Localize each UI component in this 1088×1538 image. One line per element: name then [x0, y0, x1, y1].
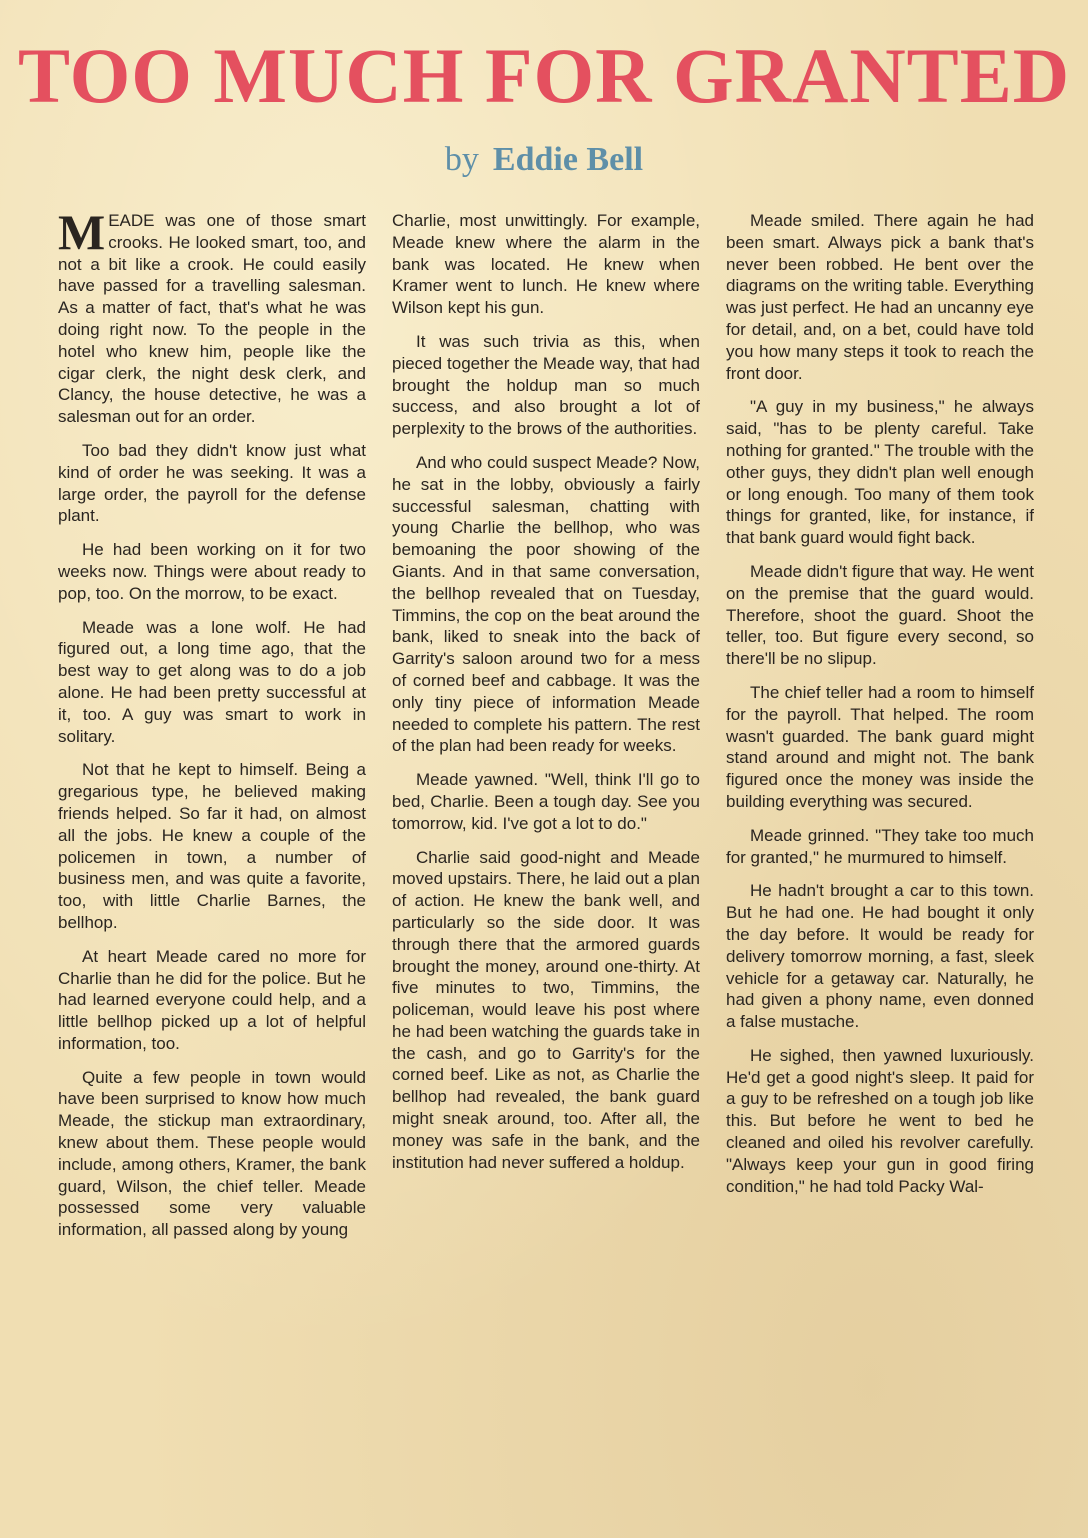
paragraph: "A guy in my business," he always said, "has to be plenty careful. Take nothing for granted." The trouble with the other guys, they didn't plan well enough or long enough. Too many of them took things for granted, like, for instance, if that bank guard would fight back. — [726, 397, 1034, 548]
byline-prefix: by — [444, 141, 479, 178]
paragraph — [58, 204, 366, 428]
paragraph: At heart Meade cared no more for Charlie than he did for the police. But he had learned everyone could help, and a little bellhop picked up a lot of helpful information, too. — [58, 946, 366, 1053]
paragraph: Meade smiled. There again he had been smart. Always pick a bank that's never been robbed. He bent over the diagrams on the writing table. Everything was just perfect. He had an uncanny eye for detail, and, on a bet, could have told you how many steps it took to reach the front door. — [726, 211, 1034, 383]
paragraph: Meade yawned. "Well, think I'll go to bed, Charlie. Been a tough day. See you tomorrow, kid. I've got a lot to do." — [392, 770, 700, 833]
paragraph: Quite a few people in town would have been surprised to know how much Meade, the stickup man extraordinary, knew about them. These people would include, among others, Kramer, the bank guard, Wilson, the chief teller. Meade possessed some very valuable information, all passed along by young — [58, 1067, 366, 1240]
text-column-3 — [726, 210, 1034, 1209]
drop-cap: M — [58, 204, 106, 260]
paragraph: He had been working on it for two weeks now. Things were about ready to pop, too. On the morrow, to be exact. — [58, 540, 366, 603]
paragraph: Charlie said good-night and Meade moved upstairs. There, he laid out a plan of action. He knew the bank well, and particularly so the side door. It was through there that the armored guards brought the money, around one-thirty. At five minutes to two, Timmins, the policeman, would leave his post where he had been watching the guards take in the cash, and go to Garrity's for the corned beef. Like as not, as Charlie the bellhop had revealed, the bank guard might sneak around, too. After all, the money was safe in the bank, and the institution had never suffered a holdup. — [392, 847, 700, 1172]
paragraph: He hadn't brought a car to this town. But he had one. He had bought it only the day before. It would be ready for delivery tomorrow morning, a fast, sleek vehicle for a getaway car. Naturally, he had given a phony name, even donned a false mustache. — [726, 881, 1034, 1032]
paragraph: Not that he kept to himself. Being a gregarious type, he believed making friends helped. So far it had, on almost all the jobs. He knew a couple of the policemen in town, a number of business men, and was quite a favorite, too, with little Charlie Barnes, the bellhop. — [58, 760, 366, 932]
text-column-1 — [58, 204, 366, 1253]
paragraph: Charlie, most unwittingly. For example, Meade knew where the alarm in the bank was located. He knew when Kramer went to lunch. He knew where Wilson kept his gun. — [392, 211, 700, 318]
author-name: Eddie Bell — [492, 141, 644, 178]
paragraph: Too bad they didn't know just what kind of order he was seeking. It was a large order, the payroll for the defense plant. — [58, 440, 366, 526]
story-title: TOO MUCH FOR GRANTED — [17, 32, 1071, 119]
paragraph: Meade didn't figure that way. He went on the premise that the guard would. Therefore, shoot the guard. Shoot the teller, too. But figure every second, so there'll be no slipup. — [726, 561, 1034, 669]
paragraph: The chief teller had a room to himself for the payroll. That helped. The room wasn't guarded. The bank guard might stand around and might not. The bank figured once the money was inside the building everything was secured. — [726, 682, 1034, 811]
paragraph: Meade was a lone wolf. He had figured out, a long time ago, that the best way to get along was to do a job alone. He had been pretty successful at it, too. A guy was smart to work in solitary. — [58, 617, 366, 746]
text-column-2 — [392, 210, 700, 1185]
paragraph: It was such trivia as this, when pieced together the Meade way, that had brought the holdup man so much success, and also brought a lot of perplexity to the brows of the authorities. — [392, 331, 700, 439]
paragraph-text: EADE was one of those smart crooks. He looked smart, too, and not a bit like a crook. He could easily have passed for a travelling salesman. As a matter of fact, that's what he was doing right now. To the people in the hotel who knew him, people like the cigar clerk, the night desk clerk, and Clancy, the house detective, he was a salesman out for an order. — [58, 211, 366, 427]
paragraph: Meade grinned. "They take too much for granted," he murmured to himself. — [726, 825, 1034, 867]
byline — [0, 138, 1088, 182]
paragraph: He sighed, then yawned luxuriously. He'd get a good night's sleep. It paid for a guy to be refreshed on a tough job like this. But before he went to bed he cleaned and oiled his revolver carefully. "Always keep your gun in good firing condition," he had told Packy Wal- — [726, 1045, 1034, 1196]
paragraph: And who could suspect Meade? Now, he sat in the lobby, obviously a fairly successful salesman, chatting with young Charlie the bellhop, who was bemoaning the poor showing of the Giants. And in that same conversation, the bellhop revealed that on Tuesday, Timmins, the cop on the beat around the bank, liked to sneak into the back of Garrity's saloon around two for a mess of corned beef and cabbage. It was the only tiny piece of information Meade needed to complete his pattern. The rest of the plan had been ready for weeks. — [392, 452, 700, 756]
